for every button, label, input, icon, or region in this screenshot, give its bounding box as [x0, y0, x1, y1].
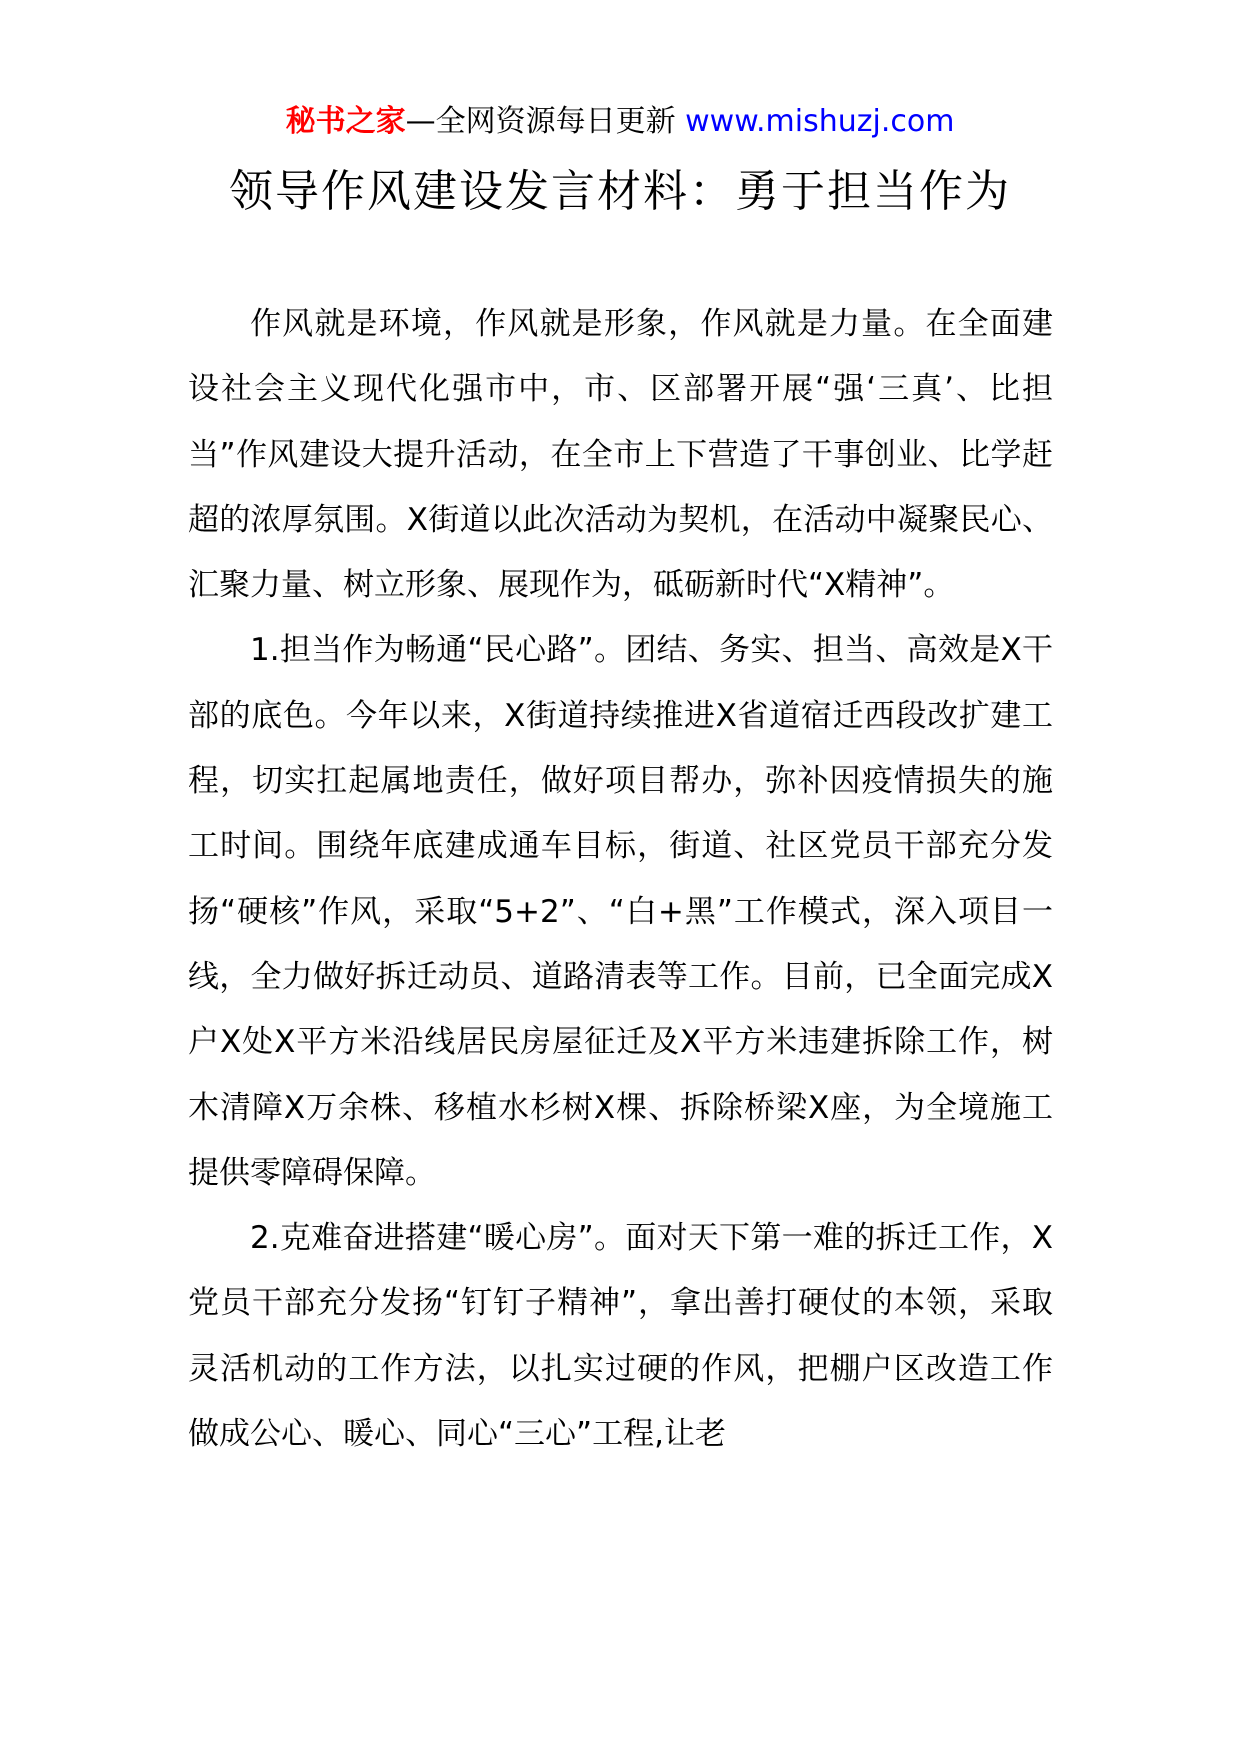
paragraph-intro: 作风就是环境，作风就是形象，作风就是力量。在全面建设社会主义现代化强市中，市、区部署开展“强‘三真’、比担当”作风建设大提升活动，在全市上下营造了干事创业、比学赶超的浓厚氛围。X街道以此次活动为契机，在活动中凝聚民心、汇聚力量、树立形象、展现作为，砥砺新时代“X精神”。 — [188, 306, 1053, 604]
site-header — [0, 102, 1240, 142]
header-tagline: —全网资源每日更新 — [405, 104, 676, 139]
paragraph-section-2: 2.克难奋进搭建“暖心房”。面对天下第一难的拆迁工作，X党员干部充分发扬“钉钉子精神”，拿出善打硬仗的本领，采取灵活机动的工作方法，以扎实过硬的作风，把棚户区改造工作做成公心、暖心、同心“三心”工程,让老 — [188, 1220, 1053, 1453]
document-title: 领导作风建设发言材料：勇于担当作为 — [229, 166, 1011, 217]
brand-name: 秘书之家 — [285, 104, 406, 139]
document-body — [188, 292, 1053, 1467]
paragraph-section-1: 1.担当作为畅通“民心路”。团结、务实、担当、高效是X干部的底色。今年以来，X街道持续推进X省道宿迁西段改扩建工程，切实扛起属地责任，做好项目帮办，弥补因疫情损失的施工时间。围绕年底建成通车目标，街道、社区党员干部充分发扬“硬核”作风，采取“5+2”、“白+黑”工作模式，深入项目一线，全力做好拆迁动员、道路清表等工作。目前，已全面完成X户X处X平方米沿线居民房屋征迁及X平方米违建拆除工作，树木清障X万余株、移植水杉树X棵、拆除桥梁X座，为全境施工提供零障碍保障。 — [188, 632, 1053, 1191]
site-link[interactable]: www.mishuzj.com — [685, 104, 955, 139]
